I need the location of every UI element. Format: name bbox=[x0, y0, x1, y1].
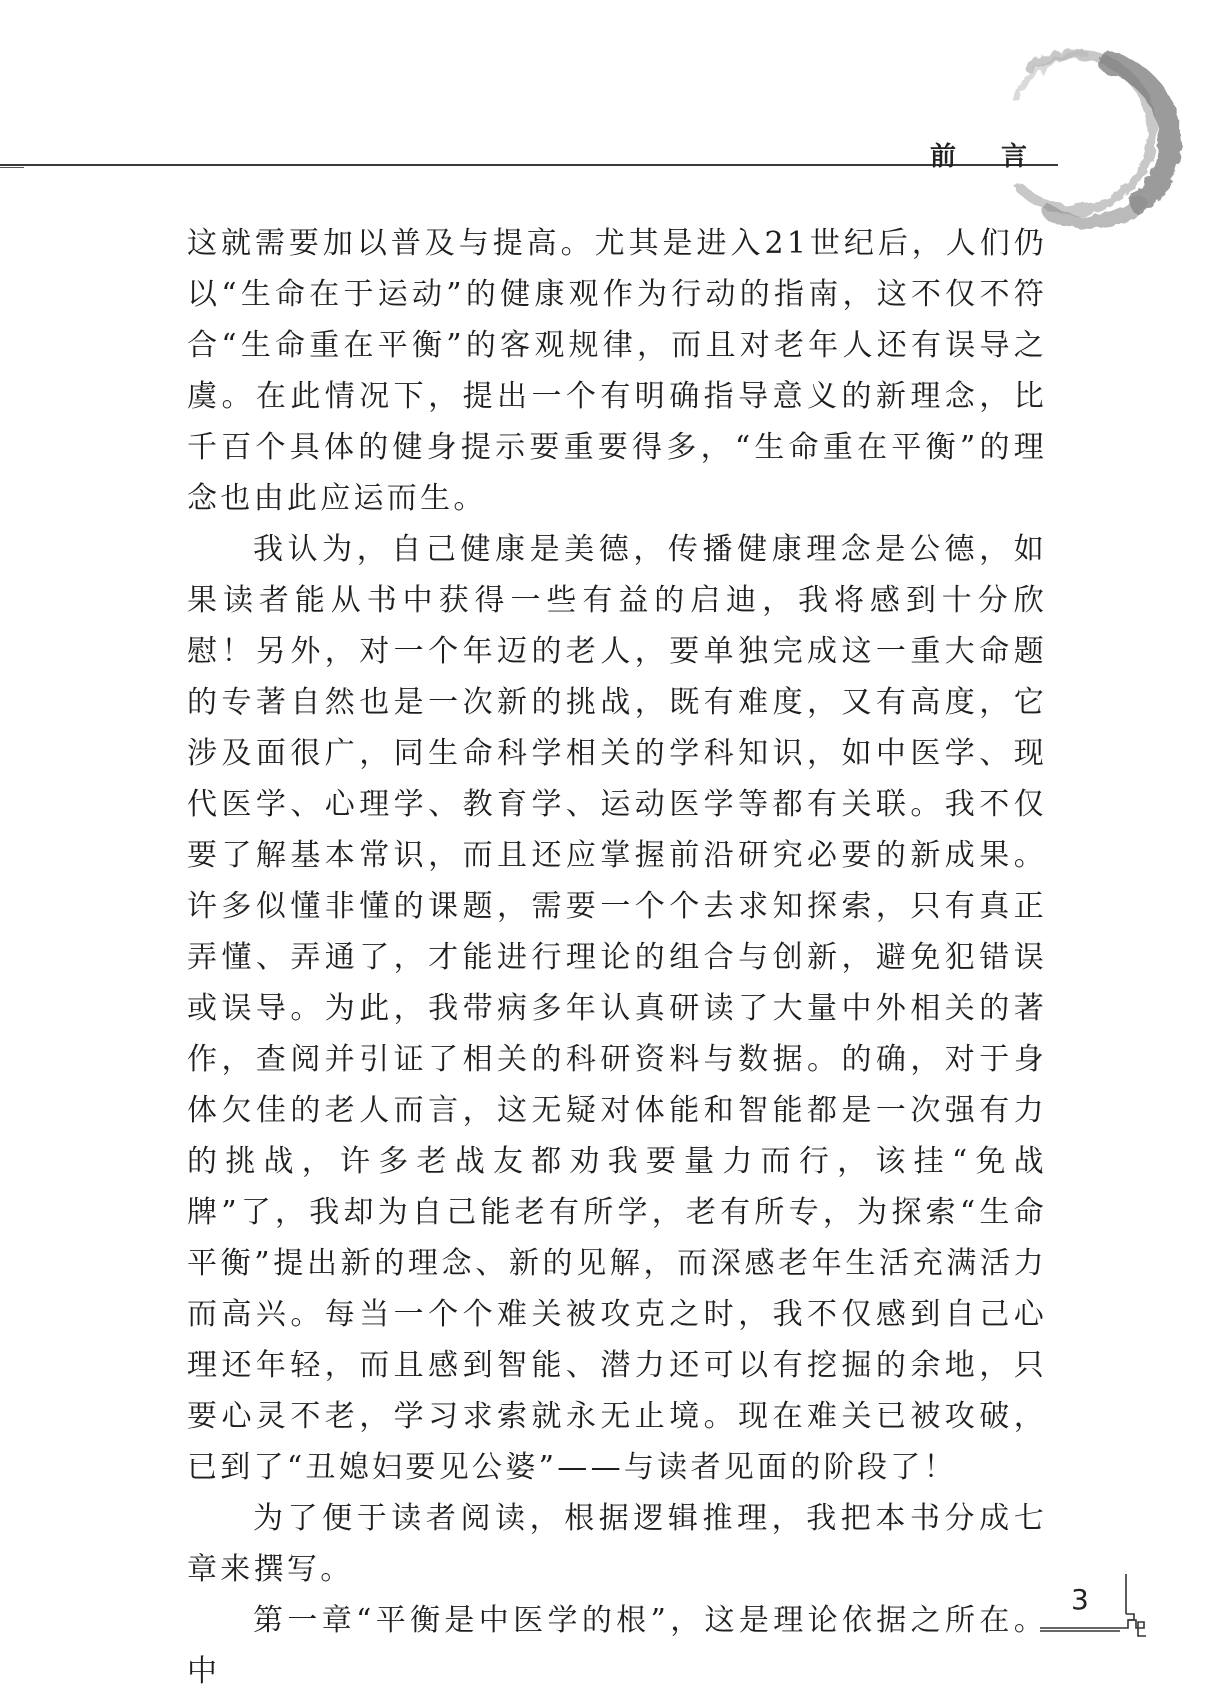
paragraph: 为了便于读者阅读，根据逻辑推理，我把本书分成七章来撰写。 bbox=[187, 1501, 1047, 1587]
header-rule bbox=[0, 164, 1058, 166]
paragraph: 这就需要加以普及与提高。尤其是进入21世纪后，人们仍以“生命在于运动”的健康观作为行动的指南，这不仅不符合“生命重在平衡”的客观规律，而且对老年人还有误导之虞。在此情况下，提出一个有明确指导意义的新理念，比千百个具体的健身提示要重要得多，“生命重在平衡”的理念也由此应运而生。 bbox=[187, 226, 1047, 516]
page-number: 3 bbox=[1071, 1583, 1089, 1616]
body-text bbox=[187, 218, 1047, 1697]
running-head: 前 言 bbox=[930, 142, 1046, 172]
paragraph: 我认为，自己健康是美德，传播健康理念是公德，如果读者能从书中获得一些有益的启迪，我将感到十分欣慰！另外，对一个年迈的老人，要单独完成这一重大命题的专著自然也是一次新的挑战，既有难度，又有高度，它涉及面很广，同生命科学相关的学科知识，如中医学、现代医学、心理学、教育学、运动医学等都有关联。我不仅要了解基本常识，而且还应掌握前沿研究必要的新成果。许多似懂非懂的课题，需要一个个去求知探索，只有真正弄懂、弄通了，才能进行理论的组合与创新，避免犯错误或误导。为此，我带病多年认真研读了大量中外相关的著作，查阅并引证了相关的科研资料与数据。的确，对于身体欠佳的老人而言，这无疑对体能和智能都是一次强有力的挑战，许多老战友都劝我要量力而行，该挂“免战牌”了，我却为自己能老有所学，老有所专，为探索“生命平衡”提出新的理念、新的见解，而深感老年生活充满活力而高兴。每当一个个难关被攻克之时，我不仅感到自己心理还年轻，而且感到智能、潜力还可以有挖掘的余地，只要心灵不老，学习求索就永无止境。现在难关已被攻破，已到了“丑媳妇要见公婆”——与读者见面的阶段了！ bbox=[187, 532, 1047, 1485]
header-margin-mark bbox=[0, 167, 24, 168]
paragraph: 第一章“平衡是中医学的根”，这是理论依据之所在。中 bbox=[187, 1603, 1047, 1689]
folio-ornament bbox=[1040, 1570, 1160, 1650]
